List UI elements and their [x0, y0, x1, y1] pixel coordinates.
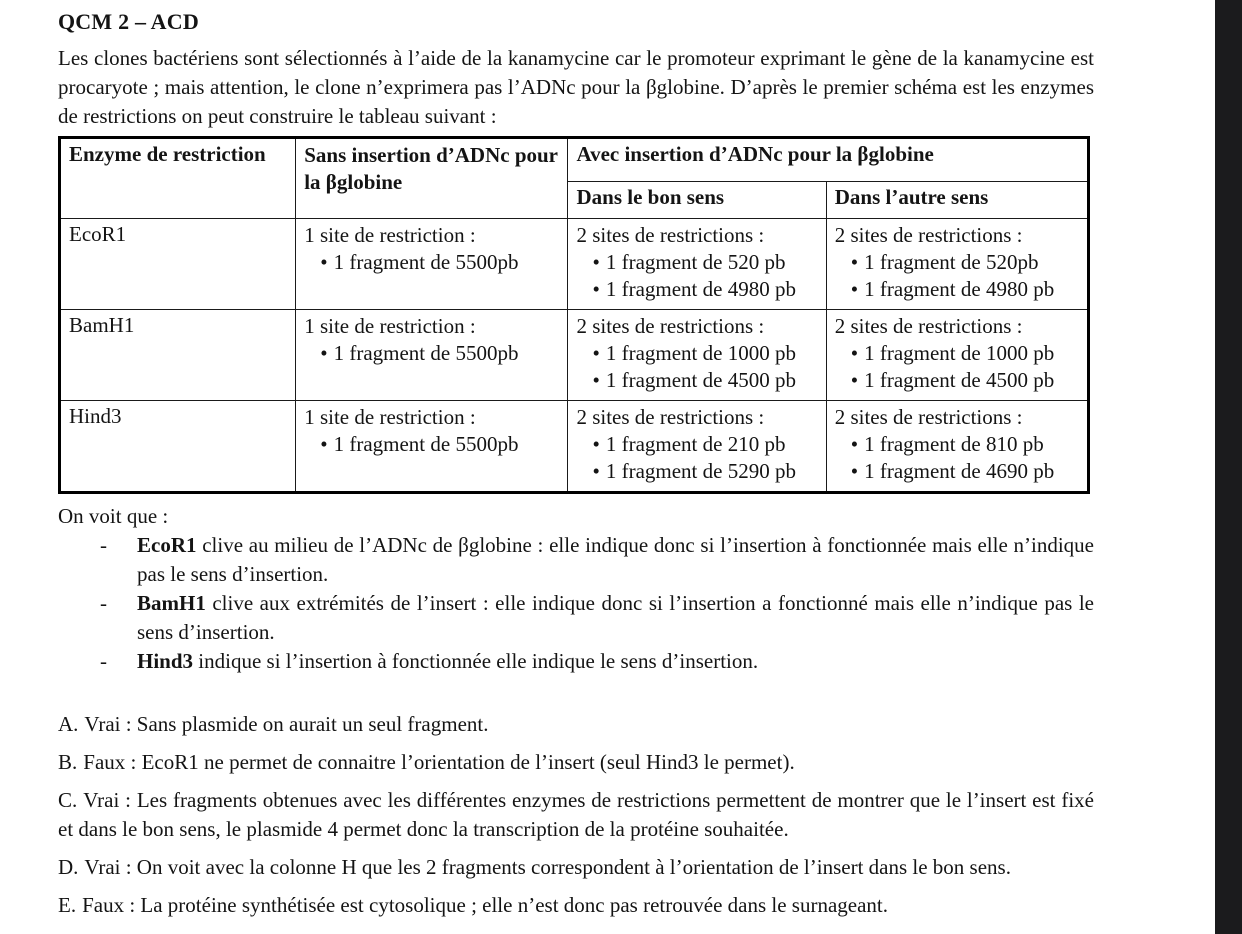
fragment-text: 1 fragment de 520pb: [864, 250, 1039, 274]
answer-text: Vrai : Les fragments obtenues avec les différentes enzymes de restrictions permettent de montrer que le l’insert est fixé et dans le bon sens, le plasmide 4 permet donc la transcription de la protéine souhaitée.: [58, 788, 1094, 841]
fragment-item: [576, 367, 817, 394]
answer-text: Faux : La protéine synthétisée est cytosolique ; elle n’est donc pas retrouvée dans le surnageant.: [82, 893, 888, 917]
intro-paragraph: Les clones bactériens sont sélectionnés à l’aide de la kanamycine car le promoteur exprimant le gène de la kanamycine est procaryote ; mais attention, le clone n’exprimera pas l’ADNc pour la βglobine. D’après le premier schéma est les enzymes de restrictions on peut construire le tableau suivant :: [58, 46, 1094, 128]
observation-text: clive aux extrémités de l’insert : elle indique donc si l’insertion a fonctionné mais elle n’indique pas le sens d’insertion.: [137, 591, 1094, 644]
list-item: [58, 531, 1094, 589]
bullet-icon: •: [592, 250, 600, 274]
table-row: [60, 310, 1089, 401]
bullet-icon: •: [592, 368, 600, 392]
dash-marker: -: [100, 591, 107, 615]
fragment-text: 1 fragment de 4980 pb: [605, 277, 796, 301]
site-count: 2 sites de restrictions :: [576, 314, 765, 338]
bullet-icon: •: [320, 250, 328, 274]
cell-sans-insertion: [296, 310, 568, 401]
header-autre-sens: Dans l’autre sens: [826, 182, 1088, 219]
site-count: 1 site de restriction :: [304, 314, 476, 338]
bullet-icon: •: [592, 459, 600, 483]
fragment-item: [576, 458, 817, 485]
fragment-text: 1 fragment de 5500pb: [333, 341, 519, 365]
fragment-text: 1 fragment de 810 pb: [864, 432, 1044, 456]
fragment-item: [576, 340, 817, 367]
fragment-item: [304, 340, 559, 367]
cell-sans-insertion: [296, 401, 568, 493]
fragment-text: 1 fragment de 5500pb: [333, 250, 519, 274]
cell-bon-sens: [568, 310, 826, 401]
dash-marker: -: [100, 649, 107, 673]
observations-intro: On voit que :: [58, 504, 169, 528]
table-row: [60, 401, 1089, 493]
fragment-item: [835, 340, 1079, 367]
document-page: [58, 8, 1094, 929]
fragment-text: 1 fragment de 4690 pb: [864, 459, 1055, 483]
answer-option-d: [58, 853, 1094, 882]
observation-text: indique si l’insertion à fonctionnée elle indique le sens d’insertion.: [193, 649, 759, 673]
enzyme-name: BamH1: [60, 310, 296, 401]
fragment-item: [835, 458, 1079, 485]
fragment-item: [576, 431, 817, 458]
bullet-icon: •: [592, 277, 600, 301]
enzyme-lead: BamH1: [137, 591, 206, 615]
answer-label: A.: [58, 712, 79, 736]
header-enzyme: Enzyme de restriction: [60, 138, 296, 219]
answer-text: Vrai : Sans plasmide on aurait un seul fragment.: [84, 712, 489, 736]
answer-label: B.: [58, 750, 78, 774]
fragment-item: [576, 276, 817, 303]
answer-text: Vrai : On voit avec la colonne H que les 2 fragments correspondent à l’orientation de l’insert dans le bon sens.: [84, 855, 1011, 879]
cell-autre-sens: [826, 219, 1088, 310]
list-item: [58, 589, 1094, 647]
observation-text: clive au milieu de l’ADNc de βglobine : elle indique donc si l’insertion à fonctionnée mais elle n’indique pas le sens d’insertion.: [137, 533, 1094, 586]
answer-option-a: [58, 710, 1094, 739]
answer-option-c: [58, 786, 1094, 844]
answer-label: E.: [58, 893, 77, 917]
fragment-item: [304, 249, 559, 276]
cell-bon-sens: [568, 219, 826, 310]
bullet-icon: •: [850, 341, 859, 365]
enzyme-name: EcoR1: [60, 219, 296, 310]
header-sans-insertion: Sans insertion d’ADNc pour la βglobine: [296, 138, 568, 219]
restriction-table: [58, 136, 1090, 494]
site-count: 2 sites de restrictions :: [834, 223, 1023, 247]
bullet-icon: •: [850, 432, 859, 456]
fragment-item: [576, 249, 817, 276]
enzyme-lead: EcoR1: [137, 533, 197, 557]
answer-text: Faux : EcoR1 ne permet de connaitre l’orientation de l’insert (seul Hind3 le permet).: [83, 750, 795, 774]
table-row: [60, 219, 1089, 310]
answers-section: [58, 710, 1094, 920]
fragment-item: [835, 367, 1079, 394]
fragment-text: 1 fragment de 1000 pb: [605, 341, 796, 365]
table-header-row: [60, 138, 1089, 182]
site-count: 2 sites de restrictions :: [576, 405, 765, 429]
site-count: 2 sites de restrictions :: [576, 223, 765, 247]
site-count: 2 sites de restrictions :: [834, 314, 1023, 338]
site-count: 1 site de restriction :: [304, 223, 476, 247]
fragment-text: 1 fragment de 5290 pb: [605, 459, 796, 483]
cell-autre-sens: [826, 401, 1088, 493]
bullet-icon: •: [850, 250, 859, 274]
answer-label: D.: [58, 855, 79, 879]
fragment-item: [304, 431, 559, 458]
answer-option-b: [58, 748, 1094, 777]
fragment-text: 1 fragment de 4980 pb: [864, 277, 1055, 301]
cell-bon-sens: [568, 401, 826, 493]
fragment-item: [835, 431, 1079, 458]
viewer-dark-edge: [1215, 0, 1242, 934]
answer-label: C.: [58, 788, 78, 812]
site-count: 1 site de restriction :: [304, 405, 476, 429]
fragment-text: 1 fragment de 4500 pb: [864, 368, 1055, 392]
header-bon-sens: Dans le bon sens: [568, 182, 826, 219]
observations-list: [58, 531, 1094, 676]
dash-marker: -: [100, 533, 107, 557]
cell-autre-sens: [826, 310, 1088, 401]
cell-sans-insertion: [296, 219, 568, 310]
fragment-item: [835, 276, 1079, 303]
header-avec-insertion: Avec insertion d’ADNc pour la βglobine: [568, 138, 1089, 182]
bullet-icon: •: [592, 432, 600, 456]
site-count: 2 sites de restrictions :: [834, 405, 1023, 429]
bullet-icon: •: [592, 341, 600, 365]
bullet-icon: •: [320, 432, 328, 456]
fragment-text: 1 fragment de 4500 pb: [605, 368, 796, 392]
list-item: [58, 647, 1094, 676]
page-title: QCM 2 – ACD: [58, 9, 199, 34]
fragment-text: 1 fragment de 520 pb: [605, 250, 786, 274]
enzyme-lead: Hind3: [137, 649, 194, 673]
enzyme-name: Hind3: [60, 401, 296, 493]
fragment-text: 1 fragment de 1000 pb: [864, 341, 1055, 365]
answer-option-e: [58, 891, 1094, 920]
fragment-text: 1 fragment de 5500pb: [333, 432, 519, 456]
bullet-icon: •: [850, 368, 859, 392]
fragment-item: [835, 249, 1079, 276]
bullet-icon: •: [320, 341, 328, 365]
bullet-icon: •: [850, 459, 859, 483]
bullet-icon: •: [850, 277, 859, 301]
fragment-text: 1 fragment de 210 pb: [605, 432, 786, 456]
